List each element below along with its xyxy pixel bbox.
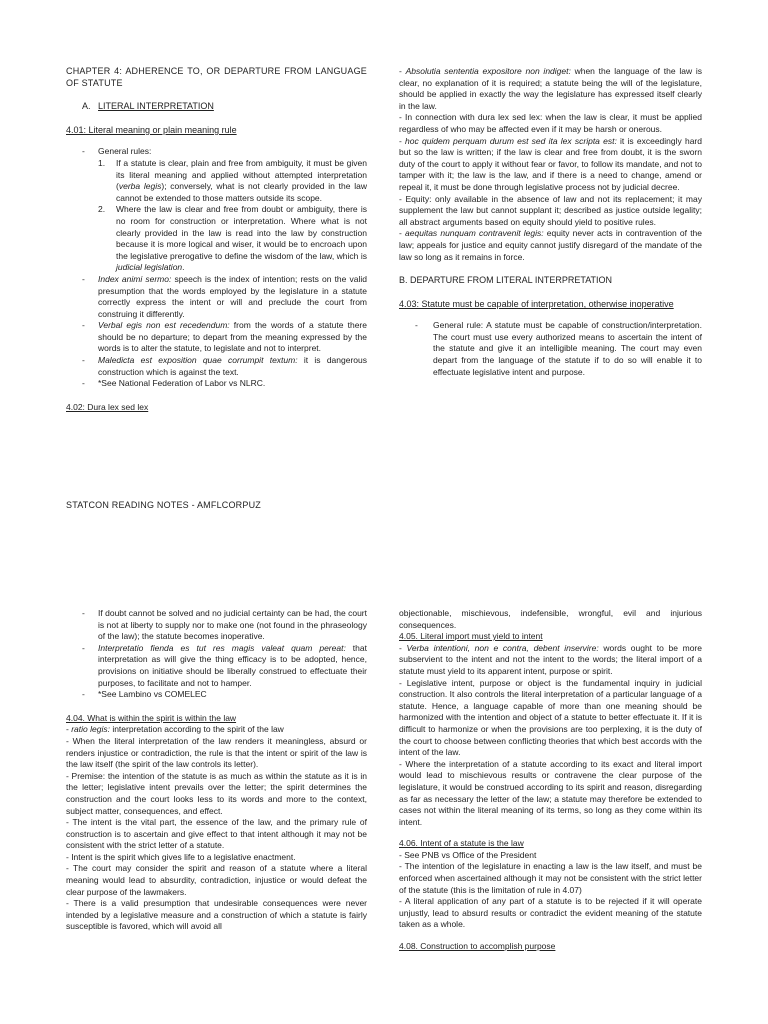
paragraph: - When the literal interpretation of the law renders it meaningless, absurd or renders injustice or contradiction, the rule is that the intent or spirit of the law is the law itself (the spirit of the law controls its letter). — [66, 735, 367, 770]
paragraph: - The intent is the vital part, the essence of the law, and the primary rule of construction is to ascertain and give effect to that intent although it may not be consistent with the strict letter of a statute. — [66, 817, 367, 851]
list-item: - *See Lambino vs COMELEC — [66, 689, 367, 701]
paragraph: - Where the interpretation of a statute according to its exact and literal import would lead to mischievous results or contravene the clear purpose of the legislature, it would be construed according to its spirit and reason, disregarding as far as necessary the letter of the law; a statute may therefore be extended to cases not within the literal meaning of its terms, so long as they come within its intent. — [399, 758, 702, 827]
general-rule-list — [399, 320, 702, 378]
page2-left-column — [66, 608, 367, 933]
list-item: - Maledicta est exposition quae corrumpit textum: it is dangerous construction which is against the text. — [66, 355, 367, 378]
page-2 — [0, 560, 768, 1024]
paragraph: - The court may consider the spirit and reason of a statute where a literal meaning would lead to absurdity, contradiction, injustice or would defeat the clear purpose of the lawmakers. — [66, 863, 367, 897]
chapter-title: CHAPTER 4: ADHERENCE TO, OR DEPARTURE FROM LANGUAGE OF STATUTE — [66, 66, 367, 88]
paragraph: - Absolutia sententia expositore non indiget: when the language of the law is clear, no explanation of it is required; a statute being the will of the legislature, should be applied in exactly the way the legislature has expressed itself clearly in the law. — [399, 66, 702, 111]
paragraph: - A literal application of any part of a statute is to be rejected if it will operate unjustly, lead to absurd results or contradict the evident meaning of the statute taken as a whole. — [399, 896, 702, 930]
list-item — [66, 146, 367, 274]
list-item: - Verbal egis non est recedendum: from the words of a statute there should be no departure; to depart from the meaning expressed by the words is to alter the statute, to legislate and not to interpret. — [66, 320, 367, 355]
paragraph: - ratio legis: interpretation according to the spirit of the law — [66, 724, 284, 735]
heading-4-06: 4.06. Intent of a statute is the law — [399, 838, 524, 849]
paragraph: - Legislative intent, purpose or object is the fundamental inquiry in judicial construction. It also controls the literal interpretation of a particular language of a statute. Hence, a language capable of more than one meaning should be harmonized with the intention and object of a statute to better effectuate it. If it is difficult to harmonize or when the provisions are too perplexing, it is the duty of the court to choose between conflicting theories that which best accords with the intent of the law. — [399, 677, 702, 758]
doubt-list — [66, 608, 367, 701]
paragraph: - The intention of the legislature in enacting a law is the law itself, and must be enforced when ascertained although it may not be consistent with the strict letter of the statute (this is the limitation of rule in 4.07) — [399, 861, 702, 895]
heading-4-03: 4.03: Statute must be capable of interpretation, otherwise inoperative — [399, 298, 674, 309]
heading-4-05: 4.05. Literal import must yield to intent — [399, 631, 543, 642]
general-rules-label: General rules: — [98, 146, 152, 157]
page1-right-column — [399, 66, 702, 378]
paragraph: - In connection with dura lex sed lex: when the law is clear, it must be applied regardless of who may be affected even if it may be harsh or onerous. — [399, 112, 702, 134]
page2-right-column — [399, 608, 702, 953]
page-footer: STATCON READING NOTES - AMFLCORPUZ — [66, 500, 261, 510]
heading-4-08: 4.08. Construction to accomplish purpose — [399, 941, 556, 952]
paragraph: - Premise: the intention of the statute is as much as within the statute as it is in the letter; legislative intent prevails over the letter; the spirit determines the construction and the court looks less to its words and more to the context, subject matter, consequences, and effect. — [66, 770, 367, 816]
list-item: 1. If a statute is clear, plain and free from ambiguity, it must be given its literal meaning and applied without attempted interpretation (verba legis); conversely, what is not clearly provided in the law cannot be extended to those matters outside its scope. — [98, 157, 367, 203]
paragraph: - There is a valid presumption that undesirable consequences were never intended by a legislative measure and a construction of which a statute is fairly susceptible is favored, which will avoid all — [66, 898, 367, 932]
section-b-heading: B. DEPARTURE FROM LITERAL INTERPRETATION — [399, 275, 613, 286]
heading-4-04: 4.04. What is within the spirit is within the law — [66, 712, 237, 723]
paragraph: - See PNB vs Office of the President — [399, 849, 537, 860]
heading-4-01: 4.01: Literal meaning or plain meaning rule — [66, 124, 237, 135]
section-a-heading: A. LITERAL INTERPRETATION — [82, 101, 214, 112]
paragraph: objectionable, mischievous, indefensible, wrongful, evil and injurious consequences. — [399, 608, 702, 630]
paragraph: - Equity: only available in the absence of law and not its replacement; it may supplement the law but cannot supplant it; described as justice outside legality; all abstract arguments based on equity should yield to positive rules. — [399, 193, 702, 227]
page1-left-column — [66, 66, 367, 413]
numbered-rules — [98, 158, 367, 274]
paragraph: - Intent is the spirit which gives life to a legislative enactment. — [66, 851, 296, 862]
list-item: - *See National Federation of Labor vs NLRC. — [66, 378, 367, 390]
paragraph: - Verba intentioni, non e contra, debent inservire: words ought to be more subservient to the intent and not the intent to the words; the literal import of a statute must yield to its apparent intent, purpose or spirit. — [399, 642, 702, 676]
list-item: 2. Where the law is clear and free from doubt or ambiguity, there is no room for construction or interpretation. Where what is not clearly provided in the law is read into the law by construction because it is more logical and wiser, it would be to encroach upon the legislative prerogative to define the wisdom of the law, which is judicial legislation. — [98, 204, 367, 273]
list-item: - Index animi sermo: speech is the index of intention; rests on the valid presumption that the words employed by the legislature in a statute correctly express the intent or will and preclude the court from construing it differently. — [66, 274, 367, 320]
heading-4-02: 4.02: Dura lex sed lex — [66, 401, 149, 412]
list-item: - Interpretatio fienda es tut res magis valeat quam pereat: that interpretation as will give the thing efficacy is to be adopted, hence, provisions on initiative should be liberally construed to effectuate their purposes, to facilitate and not to hamper. — [66, 643, 367, 689]
list-item: - If doubt cannot be solved and no judicial certainty can be had, the court is not at liberty to supply nor to make one (not found in the phraseology of the law); the statute becomes inoperative. — [66, 608, 367, 643]
list-item: - General rule: A statute must be capable of construction/interpretation. The court must use every authorized means to ascertain the intent of the statute and give it an intelligible meaning. The court may even depart from the language of the statute if to do so will enable it to effectuate legislative intent and purpose. — [399, 320, 702, 378]
paragraph: - aequitas nunquam contravenit legis: equity never acts in contravention of the law; appeals for justice and equity cannot justify disregard of the mandate of the law so long as it remains in force. — [399, 228, 703, 262]
paragraph: - hoc quidem perquam durum est sed ita lex scripta est: it is exceedingly hard but so the law is written; if the law is clear and free from doubt, it is the sworn duty of the court to apply it without fear or favor, to follow its mandate, and not to tamper with it; the law is the law, and if there is a need to change, amend or repeal it, it must be done through legislative process not by judicial decree. — [399, 135, 702, 192]
general-rules-list — [66, 146, 367, 389]
